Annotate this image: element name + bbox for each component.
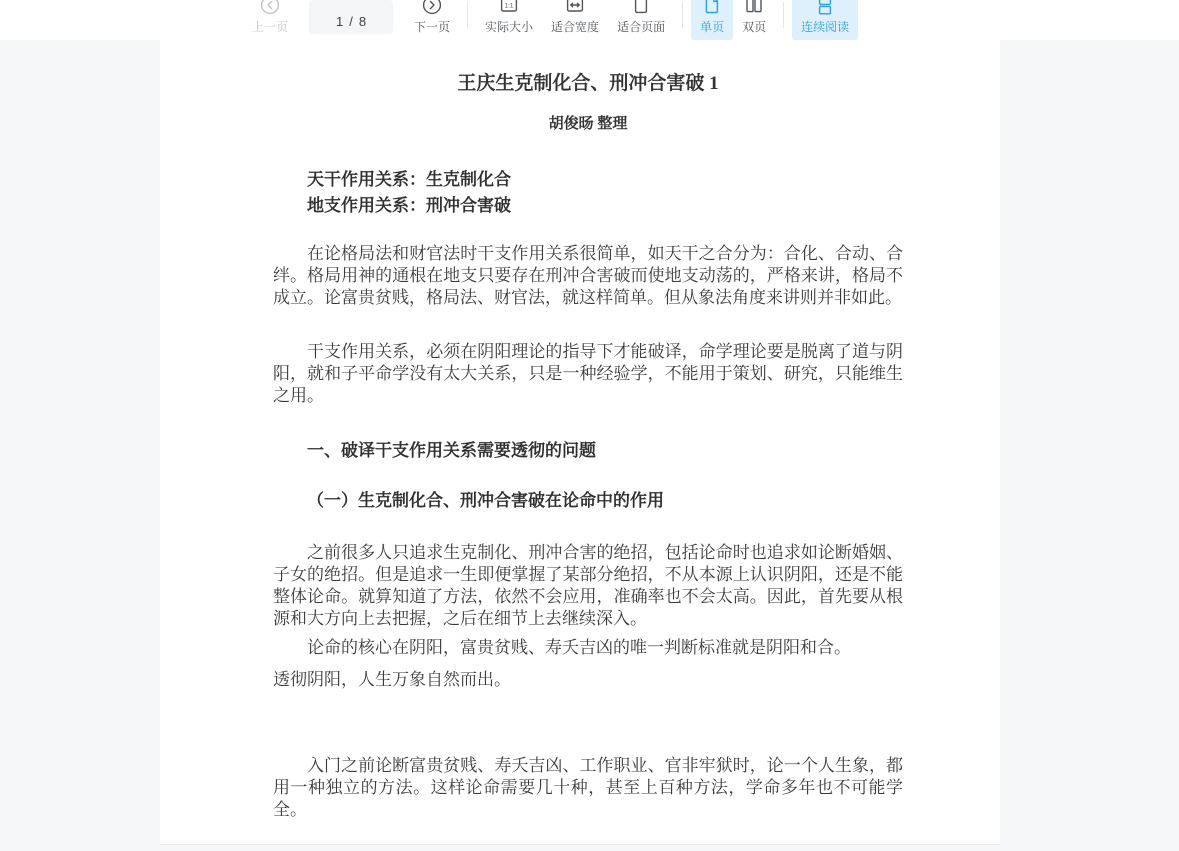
relation-line-heaven: 天干作用关系：生克制化合: [307, 170, 511, 189]
double-page-label: 双页: [742, 20, 767, 34]
paragraph-2: 干支作用关系，必须在阴阳理论的指导下才能破译，命学理论要是脱离了道与阴阳，就和子平命学没有太大关系，只是一种经验学，不能用于策划、研究，只能维生之用。: [273, 342, 903, 405]
double-page-button[interactable]: [733, 0, 775, 40]
chevron-right-circle-icon: [422, 0, 442, 15]
section-heading-1: 一、破译干支作用关系需要透彻的问题: [307, 441, 596, 460]
relation-lines: [273, 167, 903, 219]
paragraph-1: 在论格局法和财官法时干支作用关系很简单，如天干之合分为：合化、合动、合绊。格局用神的通根在地支只要存在刑冲合害破而使地支动荡的，严格来讲，格局不成立。论富贵贫贱，格局法、财官法，就这样简单。但从象法角度来讲则并非如此。: [273, 244, 903, 307]
relation-line-earth: 地支作用关系：刑冲合害破: [307, 196, 511, 215]
viewer-toolbar: [0, 0, 1179, 40]
fit-width-label: 适合宽度: [551, 20, 600, 34]
page-total: 8: [358, 13, 367, 29]
double-page-icon: [744, 0, 764, 15]
document-byline: 胡俊旸 整理: [548, 116, 628, 132]
paragraph-4-line1: 论命的核心在阴阳，富贵贫贱、寿夭吉凶的唯一判断标准就是阴阳和合。: [307, 638, 851, 657]
page-indicator[interactable]: [309, 0, 393, 34]
toolbar-controls: [243, 0, 858, 40]
actual-size-label: 实际大小: [485, 20, 534, 34]
svg-text:1:1: 1:1: [504, 2, 514, 10]
page-separator: /: [349, 13, 353, 29]
viewer-scroll-area[interactable]: [0, 40, 1179, 851]
single-page-icon: [702, 0, 722, 15]
document-page: [160, 40, 1000, 845]
fit-page-label: 适合页面: [617, 20, 666, 34]
fit-width-button[interactable]: [542, 0, 608, 40]
section-heading-2: （一）生克制化合、刑冲合害破在论命中的作用: [307, 491, 664, 510]
next-page-button[interactable]: [405, 0, 459, 40]
actual-size-icon: [499, 0, 519, 15]
single-page-button[interactable]: [691, 0, 733, 40]
toolbar-divider: [783, 2, 784, 28]
paragraph-4-line2: 透彻阴阳，人生万象自然而出。: [273, 670, 511, 689]
continuous-read-icon: [815, 0, 835, 15]
chevron-left-circle-icon: [260, 0, 280, 15]
continuous-read-button[interactable]: [792, 0, 858, 40]
prev-page-label: 上一页: [252, 20, 289, 34]
single-page-label: 单页: [700, 20, 725, 34]
next-page-label: 下一页: [414, 20, 451, 34]
fit-page-button[interactable]: [608, 0, 674, 40]
paragraph-5: 入门之前论断富贵贫贱、寿夭吉凶、工作职业、官非牢狱时，论一个人生象，都用一种独立的方法。这样论命需要几十种，甚至上百种方法，学命多年也不可能学全。: [273, 756, 903, 819]
paragraph-3: 之前很多人只追求生克制化、刑冲合害的绝招，包括论命时也追求如论断婚姻、子女的绝招。但是追求一生即便掌握了某部分绝招，不从本源上认识阴阳，还是不能整体论命。就算知道了方法，依然不会应用，准确率也不会太高。因此，首先要从根源和大方向上去把握，之后在细节上去继续深入。: [273, 543, 903, 628]
toolbar-divider: [467, 2, 468, 28]
fit-page-icon: [631, 0, 651, 15]
document-title: 王庆生克制化合、刑冲合害破 1: [457, 73, 719, 94]
prev-page-button[interactable]: [243, 0, 297, 40]
actual-size-button[interactable]: [476, 0, 542, 40]
page-current[interactable]: 1: [335, 13, 344, 29]
fit-width-icon: [565, 0, 585, 15]
continuous-read-label: 连续阅读: [801, 20, 850, 34]
toolbar-divider: [682, 2, 683, 28]
